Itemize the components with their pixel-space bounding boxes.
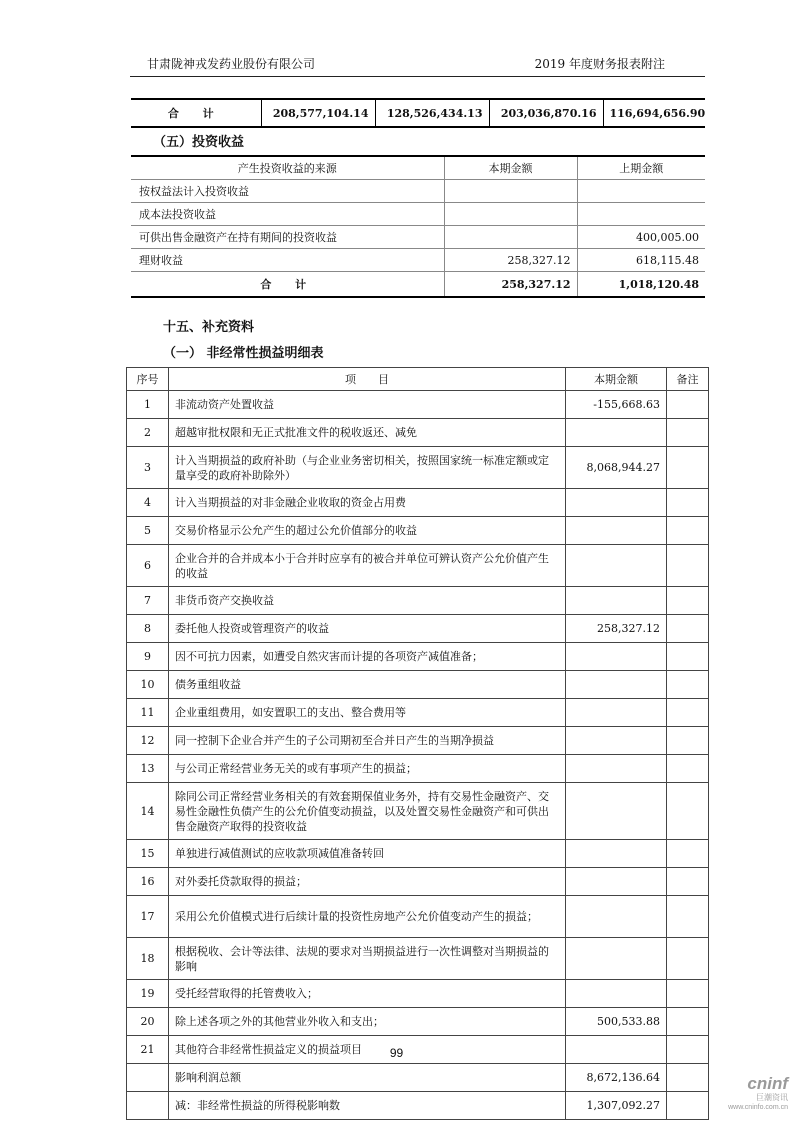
amount bbox=[566, 419, 667, 447]
company-name: 甘肃陇神戎发药业股份有限公司 bbox=[147, 57, 316, 71]
table-row bbox=[127, 1064, 709, 1092]
carryover-total-table bbox=[131, 98, 705, 128]
row-number: 6 bbox=[127, 545, 169, 587]
item-description: 非货币资产交换收益 bbox=[169, 587, 566, 615]
item-description: 单独进行减值测试的应收款项减值准备转回 bbox=[169, 840, 566, 868]
table-cell: 618,115.48 bbox=[577, 249, 705, 272]
section-title: 十五、补充资料 bbox=[163, 320, 255, 335]
row-number: 13 bbox=[127, 755, 169, 783]
remark bbox=[667, 840, 709, 868]
table-row bbox=[127, 391, 709, 419]
column-header: 备注 bbox=[667, 368, 709, 391]
row-number: 2 bbox=[127, 419, 169, 447]
table-cell: 按权益法计入投资收益 bbox=[131, 180, 444, 203]
table-row bbox=[127, 587, 709, 615]
remark bbox=[667, 545, 709, 587]
table-row bbox=[131, 226, 705, 249]
column-header: 上期金额 bbox=[577, 156, 705, 180]
amount: 8,068,944.27 bbox=[566, 447, 667, 489]
table-cell: 理财收益 bbox=[131, 249, 444, 272]
item-description: 计入当期损益的对非金融企业收取的资金占用费 bbox=[169, 489, 566, 517]
total-label: 合 计 bbox=[131, 99, 261, 127]
amount bbox=[566, 587, 667, 615]
row-number: 17 bbox=[127, 896, 169, 938]
item-description: 除上述各项之外的其他营业外收入和支出； bbox=[169, 1008, 566, 1036]
row-number: 21 bbox=[127, 1036, 169, 1064]
table-cell: 400,005.00 bbox=[577, 226, 705, 249]
amount bbox=[566, 671, 667, 699]
table-row bbox=[127, 671, 709, 699]
item-description: 委托他人投资或管理资产的收益 bbox=[169, 615, 566, 643]
table-cell bbox=[444, 180, 577, 203]
item-description: 采用公允价值模式进行后续计量的投资性房地产公允价值变动产生的损益； bbox=[169, 896, 566, 938]
row-number: 5 bbox=[127, 517, 169, 545]
amount: -155,668.63 bbox=[566, 391, 667, 419]
row-number: 1 bbox=[127, 391, 169, 419]
table-cell bbox=[577, 180, 705, 203]
amount bbox=[566, 755, 667, 783]
row-number: 18 bbox=[127, 938, 169, 980]
item-description: 同一控制下企业合并产生的子公司期初至合并日产生的当期净损益 bbox=[169, 727, 566, 755]
table-row bbox=[127, 1092, 709, 1120]
table-cell: 208,577,104.14 bbox=[261, 99, 375, 127]
column-header: 序号 bbox=[127, 368, 169, 391]
investment-income-table bbox=[131, 155, 705, 298]
remark bbox=[667, 447, 709, 489]
amount bbox=[566, 868, 667, 896]
remark bbox=[667, 517, 709, 545]
amount bbox=[566, 699, 667, 727]
table-row bbox=[127, 980, 709, 1008]
remark bbox=[667, 1008, 709, 1036]
item-description: 交易价格显示公允产生的超过公允价值部分的收益 bbox=[169, 517, 566, 545]
item-description: 根据税收、会计等法律、法规的要求对当期损益进行一次性调整对当期损益的影响 bbox=[169, 938, 566, 980]
table-row bbox=[127, 545, 709, 587]
item-description: 减：非经常性损益的所得税影响数 bbox=[169, 1092, 566, 1120]
item-description: 与公司正常经营业务无关的或有事项产生的损益； bbox=[169, 755, 566, 783]
table-header-row bbox=[127, 368, 709, 391]
table-row bbox=[127, 938, 709, 980]
section-title: （五）投资收益 bbox=[153, 135, 245, 150]
table-cell bbox=[444, 226, 577, 249]
table-row bbox=[127, 868, 709, 896]
table-cell: 128,526,434.13 bbox=[375, 99, 489, 127]
remark bbox=[667, 755, 709, 783]
table-row bbox=[127, 615, 709, 643]
remark bbox=[667, 489, 709, 517]
table-row bbox=[131, 203, 705, 226]
remark bbox=[667, 643, 709, 671]
table-row bbox=[127, 896, 709, 938]
row-number: 20 bbox=[127, 1008, 169, 1036]
item-description: 因不可抗力因素，如遭受自然灾害而计提的各项资产减值准备； bbox=[169, 643, 566, 671]
remark bbox=[667, 615, 709, 643]
table-row bbox=[131, 249, 705, 272]
remark bbox=[667, 671, 709, 699]
item-description: 对外委托贷款取得的损益； bbox=[169, 868, 566, 896]
table-row bbox=[127, 419, 709, 447]
remark bbox=[667, 1092, 709, 1120]
report-title: 2019 年度财务报表附注 bbox=[534, 57, 665, 71]
table-row bbox=[127, 447, 709, 489]
amount: 8,672,136.64 bbox=[566, 1064, 667, 1092]
amount bbox=[566, 938, 667, 980]
total-label: 合 计 bbox=[131, 272, 444, 298]
row-number: 12 bbox=[127, 727, 169, 755]
table-cell: 可供出售金融资产在持有期间的投资收益 bbox=[131, 226, 444, 249]
remark bbox=[667, 980, 709, 1008]
table-row bbox=[131, 180, 705, 203]
amount bbox=[566, 840, 667, 868]
row-number bbox=[127, 1092, 169, 1120]
watermark-url: www.cninfo.com.cn bbox=[728, 1104, 788, 1111]
item-description: 除同公司正常经营业务相关的有效套期保值业务外，持有交易性金融资产、交易性金融性负债产生的公允价值变动损益，以及处置交易性金融资产和可供出售金融资产取得的投资收益 bbox=[169, 783, 566, 840]
amount bbox=[566, 545, 667, 587]
watermark-name: 巨潮资讯 bbox=[756, 1093, 788, 1102]
cninfo-watermark-logo bbox=[708, 1075, 788, 1112]
item-description: 其他符合非经常性损益定义的损益项目 bbox=[169, 1036, 566, 1064]
amount bbox=[566, 896, 667, 938]
row-number: 9 bbox=[127, 643, 169, 671]
item-description: 企业合并的合并成本小于合并时应享有的被合并单位可辨认资产公允价值产生的收益 bbox=[169, 545, 566, 587]
subsection-title: （一） 非经常性损益明细表 bbox=[163, 346, 324, 361]
table-cell bbox=[577, 203, 705, 226]
remark bbox=[667, 727, 709, 755]
item-description: 非流动资产处置收益 bbox=[169, 391, 566, 419]
row-number: 11 bbox=[127, 699, 169, 727]
amount: 500,533.88 bbox=[566, 1008, 667, 1036]
column-header: 本期金额 bbox=[566, 368, 667, 391]
remark bbox=[667, 587, 709, 615]
item-description: 债务重组收益 bbox=[169, 671, 566, 699]
page-number: 99 bbox=[389, 1046, 404, 1060]
column-header: 产生投资收益的来源 bbox=[131, 156, 444, 180]
remark bbox=[667, 419, 709, 447]
remark bbox=[667, 896, 709, 938]
row-number: 16 bbox=[127, 868, 169, 896]
table-row bbox=[127, 840, 709, 868]
table-row bbox=[127, 643, 709, 671]
amount bbox=[566, 783, 667, 840]
table-row bbox=[127, 489, 709, 517]
column-header: 项 目 bbox=[169, 368, 566, 391]
table-cell: 258,327.12 bbox=[444, 249, 577, 272]
row-number: 14 bbox=[127, 783, 169, 840]
table-cell: 203,036,870.16 bbox=[489, 99, 603, 127]
non-recurring-gains-table bbox=[126, 367, 709, 1120]
table-row bbox=[127, 755, 709, 783]
item-description: 影响利润总额 bbox=[169, 1064, 566, 1092]
item-description: 受托经营取得的托管费收入； bbox=[169, 980, 566, 1008]
remark bbox=[667, 1064, 709, 1092]
item-description: 超越审批权限和无正式批准文件的税收返还、减免 bbox=[169, 419, 566, 447]
row-number bbox=[127, 1064, 169, 1092]
table-cell: 成本法投资收益 bbox=[131, 203, 444, 226]
header-divider bbox=[130, 76, 705, 77]
watermark-brand: cninf bbox=[747, 1074, 788, 1093]
amount bbox=[566, 643, 667, 671]
table-header-row bbox=[131, 156, 705, 180]
table-row bbox=[131, 99, 705, 127]
row-number: 19 bbox=[127, 980, 169, 1008]
remark bbox=[667, 391, 709, 419]
remark bbox=[667, 699, 709, 727]
row-number: 10 bbox=[127, 671, 169, 699]
table-cell: 258,327.12 bbox=[444, 272, 577, 298]
remark bbox=[667, 868, 709, 896]
item-description: 企业重组费用，如安置职工的支出、整合费用等 bbox=[169, 699, 566, 727]
table-row bbox=[127, 517, 709, 545]
table-cell bbox=[444, 203, 577, 226]
amount: 1,307,092.27 bbox=[566, 1092, 667, 1120]
row-number: 4 bbox=[127, 489, 169, 517]
table-row bbox=[127, 783, 709, 840]
row-number: 15 bbox=[127, 840, 169, 868]
table-row bbox=[127, 727, 709, 755]
table-cell: 1,018,120.48 bbox=[577, 272, 705, 298]
row-number: 3 bbox=[127, 447, 169, 489]
column-header: 本期金额 bbox=[444, 156, 577, 180]
item-description: 计入当期损益的政府补助（与企业业务密切相关，按照国家统一标准定额或定量享受的政府补助除外） bbox=[169, 447, 566, 489]
amount bbox=[566, 980, 667, 1008]
table-row bbox=[127, 699, 709, 727]
amount bbox=[566, 489, 667, 517]
remark bbox=[667, 938, 709, 980]
amount bbox=[566, 727, 667, 755]
amount: 258,327.12 bbox=[566, 615, 667, 643]
row-number: 8 bbox=[127, 615, 169, 643]
table-row bbox=[127, 1008, 709, 1036]
remark bbox=[667, 783, 709, 840]
row-number: 7 bbox=[127, 587, 169, 615]
amount bbox=[566, 517, 667, 545]
total-row bbox=[131, 272, 705, 298]
table-cell: 116,694,656.90 bbox=[603, 99, 705, 127]
